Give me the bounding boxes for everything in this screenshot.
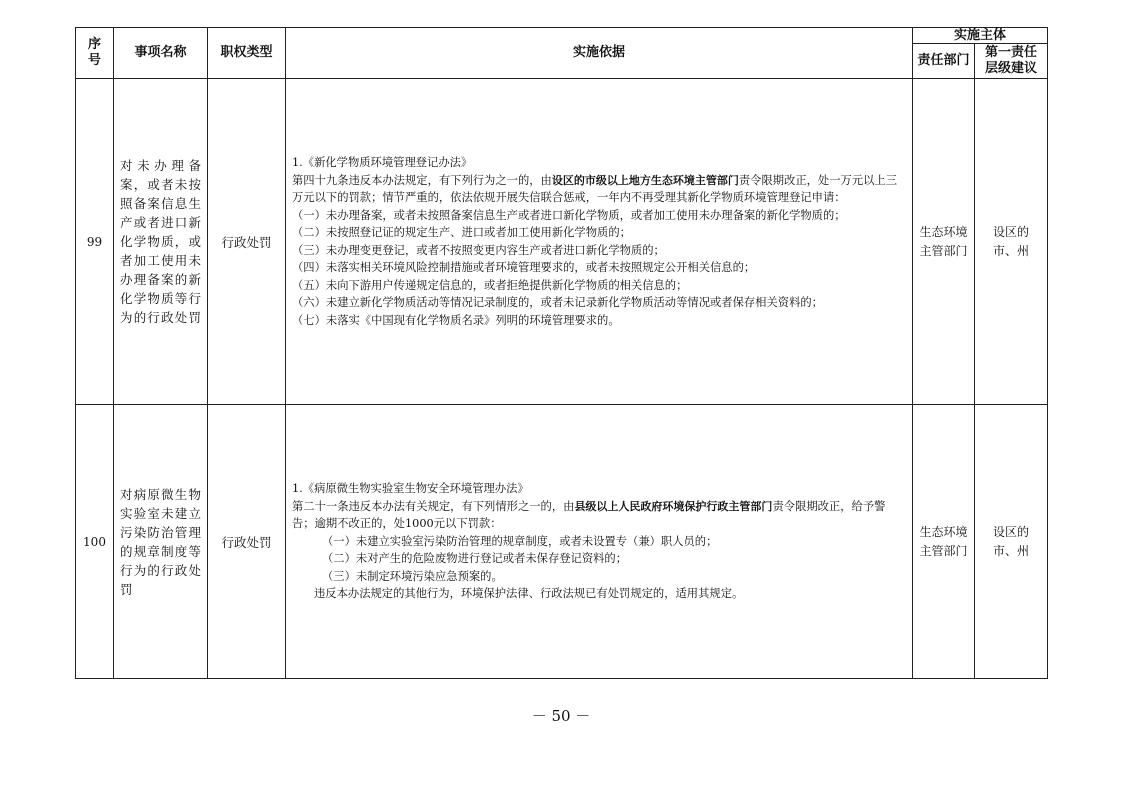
basis-closing: 违反本办法规定的其他行为，环境保护法律、行政法规已有处罚规定的，适用其规定。: [314, 587, 744, 601]
row-basis: [286, 79, 912, 404]
row-power-type: 行政处罚: [221, 534, 272, 550]
page-number: － 50 －: [531, 707, 591, 725]
basis-item: （一）未办理备案，或者未按照备案信息生产或者进口新化学物质，或者加工使用未办理备案的新化学物质的；: [292, 208, 846, 222]
basis-item: （二）未对产生的危险废物进行登记或者未保存登记资料的；: [322, 552, 628, 566]
basis-item: （六）未建立新化学物质活动等情况记录制度的，或者未记录新化学物质活动等情况或者保存相关资料的；: [292, 296, 823, 309]
basis-title: 1.《病原微生物实验室生物安全环境管理办法》: [292, 482, 529, 496]
header-power-type: 职权类型: [220, 45, 273, 60]
row-item-name: 对病原微生物实验室未建立污染防治管理的规章制度等行为的行政处罚: [120, 486, 201, 597]
row-item-name: 对未办理备案，或者未按照备案信息生产或者进口新化学物质，或者加工使用未办理备案的新化学物质等行为的行政处罚: [120, 158, 201, 325]
authority-bold: 县级以上人民政府环境保护行政主管部门: [574, 499, 773, 513]
header-implementing-subject: 实施主体: [953, 27, 1006, 43]
row-responsible-dept: 生态环境主管部门: [919, 224, 968, 258]
header-responsible-dept: 责任部门: [917, 53, 970, 68]
row-responsible-dept: 生态环境主管部门: [919, 524, 968, 558]
header-seq: 序号: [87, 37, 101, 68]
basis-item: （七）未落实《中国现有化学物质名录》列明的环境管理要求的。: [292, 313, 620, 327]
authority-bold: 设区的市级以上地方生态环境主管部门: [551, 173, 739, 187]
row-first-level: 设区的市、州: [992, 524, 1029, 558]
row-seq: 100: [83, 534, 106, 549]
header-item-name: 事项名称: [134, 45, 187, 60]
header-basis: 实施依据: [572, 45, 625, 60]
basis-item: （三）未制定环境污染应急预案的。: [322, 569, 503, 583]
row-first-level: 设区的市、州: [992, 224, 1029, 258]
basis-item: （二）未按照登记证的规定生产、进口或者加工使用新化学物质的；: [292, 226, 631, 239]
basis-intro: 第二十一条违反本办法有关规定，有下列情形之一的，由县级以上人民政府环境保护行政主管部门责令限期改正，给予警告；逾期不改正的，处1000元以下罚款：: [292, 499, 886, 531]
basis-item: （四）未落实相关环境风险控制措施或者环境管理要求的，或者未按照规定公开相关信息的；: [292, 261, 756, 274]
row-power-type: 行政处罚: [221, 234, 272, 250]
basis-item: （五）未向下游用户传递规定信息的，或者拒绝提供新化学物质的相关信息的；: [292, 278, 688, 292]
basis-intro: 第四十九条违反本办法规定，有下列行为之一的，由设区的市级以上地方生态环境主管部门责令限期改正，处一万元以上三万元以下的罚款；情节严重的，依法依规开展失信联合惩戒，一年内不再受理其新化学物质环境管理登记申请：: [292, 173, 898, 204]
row-basis: [286, 405, 912, 678]
header-first-level: 第一责任层级建议: [984, 45, 1037, 76]
row-seq: 99: [86, 234, 103, 249]
basis-item: （一）未建立实验室污染防治管理的规章制度，或者未设置专（兼）职人员的；: [322, 534, 718, 548]
regulation-table: [75, 27, 1048, 679]
basis-item: （三）未办理变更登记，或者不按照变更内容生产或者进口新化学物质的；: [292, 243, 665, 257]
basis-title: 1.《新化学物质环境管理登记办法》: [292, 156, 473, 169]
